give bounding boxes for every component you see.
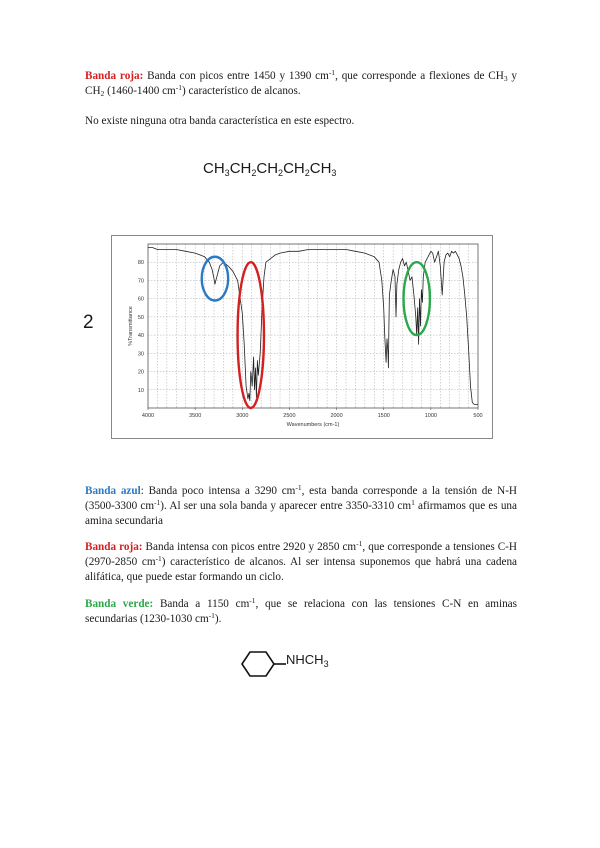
x-tick-label: 500: [473, 413, 483, 419]
y-tick-label: 70: [137, 278, 144, 285]
x-tick-label: 2000: [330, 413, 343, 419]
x-tick-label: 4000: [141, 413, 155, 419]
x-tick-label: 3500: [189, 413, 202, 419]
spectrum-line: [148, 248, 478, 405]
y-tick-label: 40: [137, 333, 144, 340]
red-band-label-2: Banda roja:: [85, 541, 143, 553]
highlight-ellipse-banda-azul: [202, 257, 228, 301]
x-tick-label: 1500: [377, 413, 390, 419]
red-band-paragraph-1: Banda roja: Banda con picos entre 1450 y 1390 $cm^{-1}$, que corresponde a flexiones de $CH_3$ y $CH_2$ (1460-1400 $cm^{-1}$) característico de alcanos.: [85, 68, 518, 98]
cyclohexane-ring-icon: [240, 649, 286, 679]
no-other-band-text: No existe ninguna otra banda característica en este espectro.: [85, 115, 355, 127]
pentane-formula: $CH_3CH_2CH_2CH_2CH_3$: [203, 160, 337, 178]
green-band-paragraph: Banda verde: Banda a 1150 $cm^{-1}$, que se relaciona con las tensiones C-N en aminas secundarias (1230-1030 $cm^{-1}$).: [85, 596, 517, 625]
plot-frame: [148, 244, 478, 408]
red-band-paragraph-2: Banda roja: Banda intensa con picos entre 2920 y 2850 $cm^{-1}$, que corresponde a tensiones C-H (2970-2850 $cm^{-1}$) característico de alcanos. Al ser intensa suponemos que habrá una cadena alifática, que puede estar formando un ciclo.: [85, 539, 517, 583]
x-tick-label: 3000: [236, 413, 249, 419]
nhch3-formula: $NHCH_3$: [286, 652, 329, 669]
x-axis-label: Wavenumbers (cm-1): [286, 422, 340, 428]
y-tick-label: 60: [137, 296, 144, 303]
ir-spectrum-svg: [112, 236, 492, 438]
y-tick-label: 30: [137, 351, 144, 358]
ir-spectrum-chart: [111, 235, 493, 439]
y-tick-label: 10: [137, 387, 144, 394]
blue-band-label: Banda azul: [85, 485, 141, 497]
green-band-label: Banda verde:: [85, 598, 154, 610]
blue-band-paragraph: Banda azul: Banda poco intensa a 3290 $cm^{-1}$, esta banda corresponde a la tensión de N-H (3500-3300 $cm^{-1}$). Al ser una sola banda y aparecer entre 3350-3310 $cm^1$ afirmamos que es una amina secundaria: [85, 483, 517, 527]
y-tick-label: 50: [137, 314, 144, 321]
y-axis-label: %Transmittance: [128, 306, 134, 346]
red-band-label: Banda roja:: [85, 70, 144, 82]
y-tick-label: 80: [137, 260, 144, 267]
y-tick-label: 20: [137, 369, 144, 376]
x-tick-label: 2500: [283, 413, 296, 419]
x-tick-label: 1000: [424, 413, 437, 419]
problem-number: 2: [83, 312, 94, 333]
